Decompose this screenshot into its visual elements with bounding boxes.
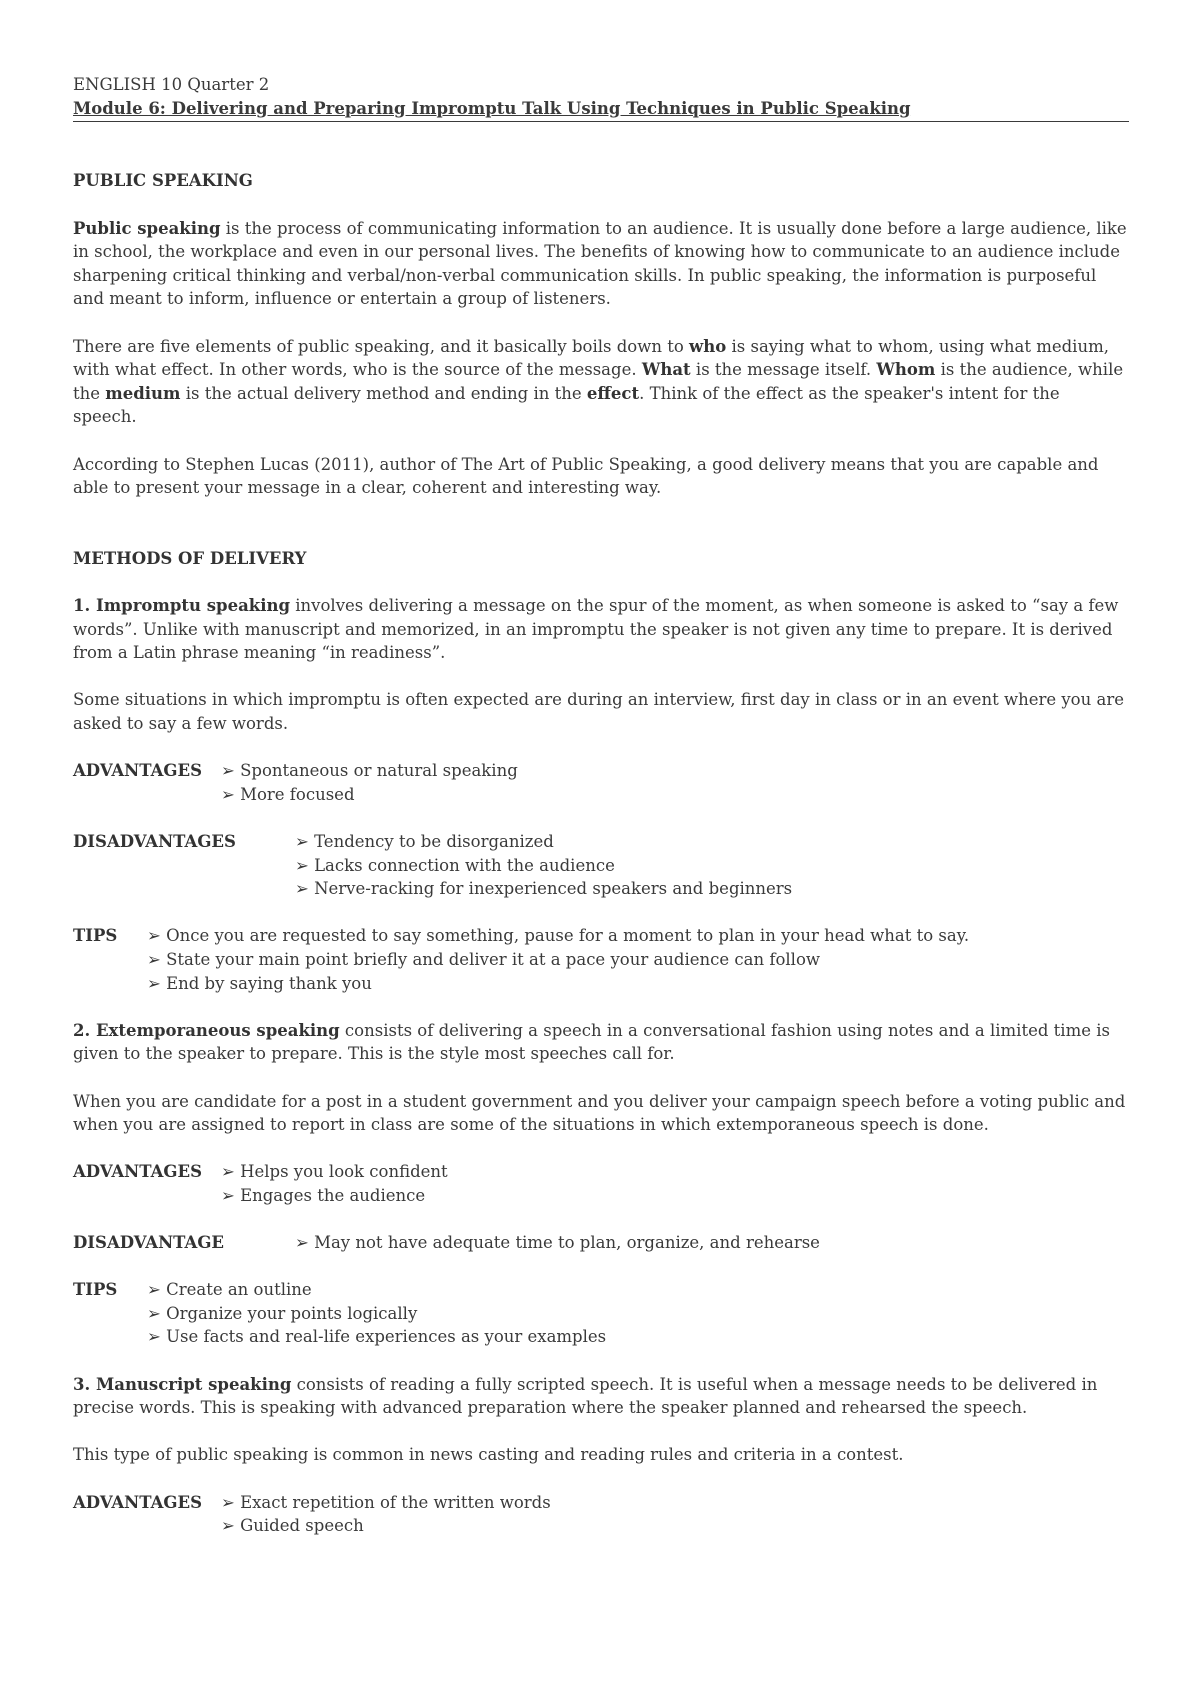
list-item: ➢ State your main point briefly and deliver it at a pace your audience can follow	[147, 948, 969, 972]
paragraph-manuscript: 3. Manuscript speaking consists of reading a fully scripted speech. It is useful when a message needs to be delivered in precise words. This is speaking with advanced preparation where the speaker planned and rehearsed the speech.	[73, 1374, 1098, 1418]
list-item: ➢ Engages the audience	[221, 1184, 448, 1208]
term-manuscript: Manuscript speaking	[95, 1374, 292, 1394]
list-item: ➢ May not have adequate time to plan, organize, and rehearse	[295, 1231, 820, 1255]
list-item: ➢ Use facts and real-life experiences as your examples	[147, 1325, 606, 1349]
impromptu-disadvantages	[73, 830, 1128, 901]
list-item: ➢ Organize your points logically	[147, 1302, 606, 1326]
section-heading-methods: METHODS OF DELIVERY	[73, 548, 307, 568]
tips-label: TIPS	[73, 1280, 118, 1300]
list-item: ➢ Guided speech	[221, 1514, 551, 1538]
course-title: ENGLISH 10 Quarter 2	[73, 75, 270, 94]
list-item: ➢ Exact repetition of the written words	[221, 1491, 551, 1515]
tips-label: TIPS	[73, 926, 118, 946]
paragraph-lucas: According to Stephen Lucas (2011), author of The Art of Public Speaking, a good delivery means that you are capable and able to present your message in a clear, coherent and interesting way.	[73, 454, 1099, 498]
paragraph-extemporaneous: 2. Extemporaneous speaking consists of delivering a speech in a conversational fashion using notes and a limited time is given to the speaker to prepare. This is the style most speeches call for.	[73, 1020, 1110, 1064]
extemporaneous-tips	[73, 1278, 1128, 1349]
list-item: ➢ Create an outline	[147, 1278, 606, 1302]
list-item: ➢ More focused	[221, 783, 518, 807]
list-item: ➢ Lacks connection with the audience	[295, 854, 792, 878]
list-item: ➢ Tendency to be disorganized	[295, 830, 792, 854]
section-heading-public-speaking: PUBLIC SPEAKING	[73, 171, 253, 191]
module-title: Module 6: Delivering and Preparing Impromptu Talk Using Techniques in Public Speaking	[73, 97, 1129, 123]
manuscript-advantages	[73, 1491, 1128, 1538]
advantages-label: ADVANTAGES	[73, 1492, 202, 1512]
extemporaneous-advantages	[73, 1160, 1128, 1207]
advantages-label: ADVANTAGES	[73, 1162, 202, 1182]
list-item: ➢ Once you are requested to say something, pause for a moment to plan in your head what to say.	[147, 924, 969, 948]
advantages-label: ADVANTAGES	[73, 761, 202, 781]
paragraph-definition: Public speaking is the process of communicating information to an audience. It is usually done before a large audience, like in school, the workplace and even in our personal lives. The benefits of knowing how to communicate to an audience include sharpening critical thinking and verbal/non-verbal communication skills. In public speaking, the information is purposeful and meant to inform, influence or entertain a group of listeners.	[73, 218, 1127, 309]
paragraph-extemporaneous-situations: When you are candidate for a post in a student government and you deliver your campaign speech before a voting public and when you are assigned to report in class are some of the situations in which extemporaneous speech is done.	[73, 1091, 1126, 1135]
list-item: ➢ End by saying thank you	[147, 972, 969, 996]
term-public-speaking: Public speaking	[73, 218, 221, 238]
paragraph-impromptu-situations: Some situations in which impromptu is often expected are during an interview, first day in class or in an event where you are asked to say a few words.	[73, 690, 1124, 734]
list-item: ➢ Helps you look confident	[221, 1160, 448, 1184]
paragraph-impromptu: 1. Impromptu speaking involves delivering a message on the spur of the moment, as when someone is asked to “say a few words”. Unlike with manuscript and memorized, in an impromptu the speaker is not given any time to prepare. It is derived from a Latin phrase meaning “in readiness”.	[73, 596, 1119, 663]
list-item: ➢ Nerve-racking for inexperienced speakers and beginners	[295, 877, 792, 901]
disadvantages-label: DISADVANTAGES	[73, 832, 236, 851]
term-extemporaneous: Extemporaneous speaking	[95, 1020, 340, 1040]
list-item: ➢ Spontaneous or natural speaking	[221, 759, 518, 783]
paragraph-manuscript-situations: This type of public speaking is common in news casting and reading rules and criteria in a contest.	[73, 1445, 904, 1465]
extemporaneous-disadvantages	[73, 1231, 1128, 1255]
document-page	[73, 73, 1128, 1538]
term-impromptu: Impromptu speaking	[95, 596, 291, 616]
disadvantages-label: DISADVANTAGE	[73, 1233, 225, 1253]
impromptu-advantages	[73, 759, 1128, 806]
paragraph-elements: There are five elements of public speaking, and it basically boils down to who is saying what to whom, using what medium, with what effect. In other words, who is the source of the message. What is the message itself. Whom is the audience, while the medium is the actual delivery method and ending in the effect. Think of the effect as the speaker's intent for the speech.	[73, 336, 1124, 427]
impromptu-tips	[73, 924, 1128, 995]
